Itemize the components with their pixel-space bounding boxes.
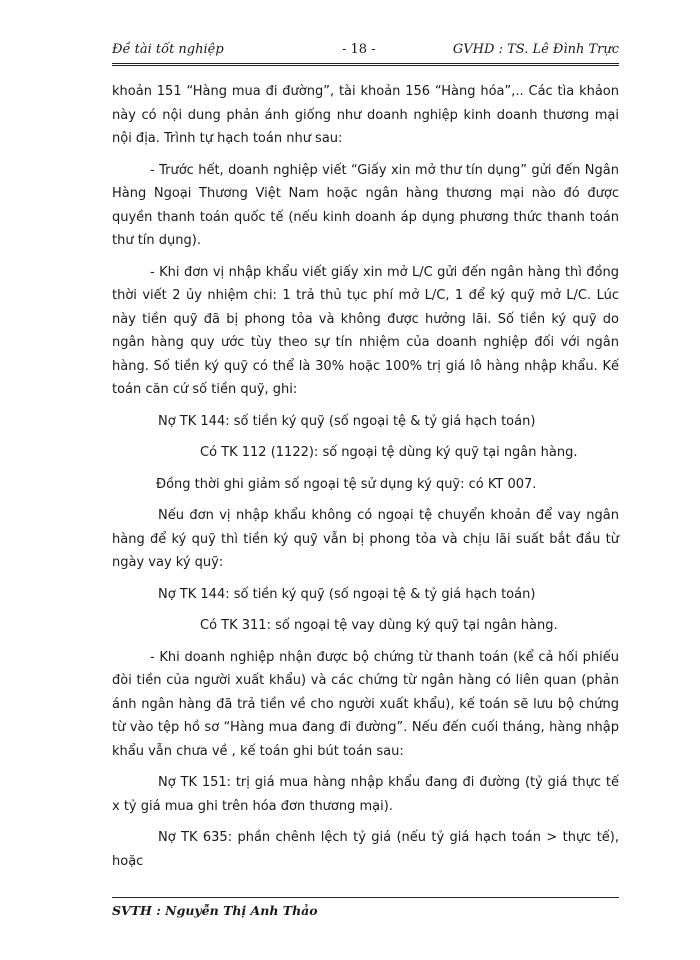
entry-debit-635: Nợ TK 635: phần chênh lệch tỷ giá (nếu tỷ giá hạch toán > thực tế), hoặc bbox=[112, 830, 619, 869]
paragraph-step-deposit: - Khi đơn vị nhập khẩu viết giấy xin mở L/C gửi đến ngân hàng thì đồng thời viết 2 ủy nhiệm chi: 1 trả thủ tục phí mở L/C, 1 để ký quỹ mở L/C. Lúc này tiền quỹ đã bị phong tỏa và không được hưởng lãi. Số tiền ký quỹ do ngân hàng quy ước tùy theo sự tín nhiệm của doanh nghiệp đối với ngân hàng. Số tiền ký quỹ có thể là 30% hoặc 100% trị giá lô hàng nhập khẩu. Kế toán căn cứ số tiền quỹ, ghi: bbox=[112, 264, 619, 397]
paragraph-reduce-foreign-currency: Đồng thời ghi giảm số ngoại tệ sử dụng ký quỹ: có KT 007. bbox=[156, 476, 537, 492]
header-divider bbox=[112, 63, 619, 66]
paragraph-step-documents: - Khi doanh nghiệp nhận được bộ chứng từ thanh toán (kể cả hối phiếu đòi tiền của người xuất khẩu) và các chứng từ ngân hàng có liên quan (phản ánh ngân hàng đã trả tiền về cho người xuất khẩu), kế toán sẽ lưu bộ chứng từ vào tệp hồ sơ “Hàng mua đang đi đường”. Nếu đến cuối tháng, hàng nhập khẩu vẫn chưa về , kế toán ghi bút toán sau: bbox=[112, 649, 619, 759]
entry-credit-311: Có TK 311: số ngoại tệ vay dùng ký quỹ tại ngân hàng. bbox=[200, 618, 558, 633]
entry-debit-144: Nợ TK 144: số tiền ký quỹ (số ngoại tệ & tỷ giá hạch toán) bbox=[158, 413, 536, 429]
entry-credit-112: Có TK 112 (1122): số ngoại tệ dùng ký quỹ tại ngân hàng. bbox=[200, 445, 578, 460]
entry-debit-144-loan: Nợ TK 144: số tiền ký quỹ (số ngoại tệ & tỷ giá hạch toán) bbox=[158, 586, 536, 602]
page-number: - 18 - bbox=[342, 42, 376, 57]
paragraph-loan-deposit: Nếu đơn vị nhập khẩu không có ngoại tệ chuyển khoản để vay ngân hàng để ký quỹ thì tiền ký quỹ vẫn bị phong tỏa và chịu lãi suất bắt đầu từ ngày vay ký quỹ: bbox=[112, 508, 619, 570]
page-body bbox=[112, 80, 619, 873]
footer-divider bbox=[112, 897, 619, 898]
thesis-label: Đề tài tốt nghiệp bbox=[112, 42, 224, 57]
advisor-label: GVHD : TS. Lê Đình Trực bbox=[452, 42, 619, 57]
paragraph-intro: khoản 151 “Hàng mua đi đường”, tài khoản 156 “Hàng hóa”,.. Các tìa khảon này có nội dung phản ánh giống như doanh nghiệp kinh doanh thương mại nội địa. Trình tự hạch toán như sau: bbox=[112, 84, 619, 146]
paragraph-step-letter-of-credit: - Trước hết, doanh nghiệp viết “Giấy xin mở thư tín dụng” gửi đến Ngân Hàng Ngoại Thương Việt Nam hoặc ngân hàng thương mại nào đó được quyền thanh toán quốc tế (nếu kinh doanh áp dụng phương thức thanh toán thư tín dụng). bbox=[112, 162, 619, 248]
student-name: SVTH : Nguyễn Thị Anh Thảo bbox=[112, 903, 318, 918]
entry-debit-151: Nợ TK 151: trị giá mua hàng nhập khẩu đang đi đường (tỷ giá thực tế x tỷ giá mua ghi trên hóa đơn thương mại). bbox=[112, 775, 619, 814]
page-header bbox=[112, 42, 619, 64]
